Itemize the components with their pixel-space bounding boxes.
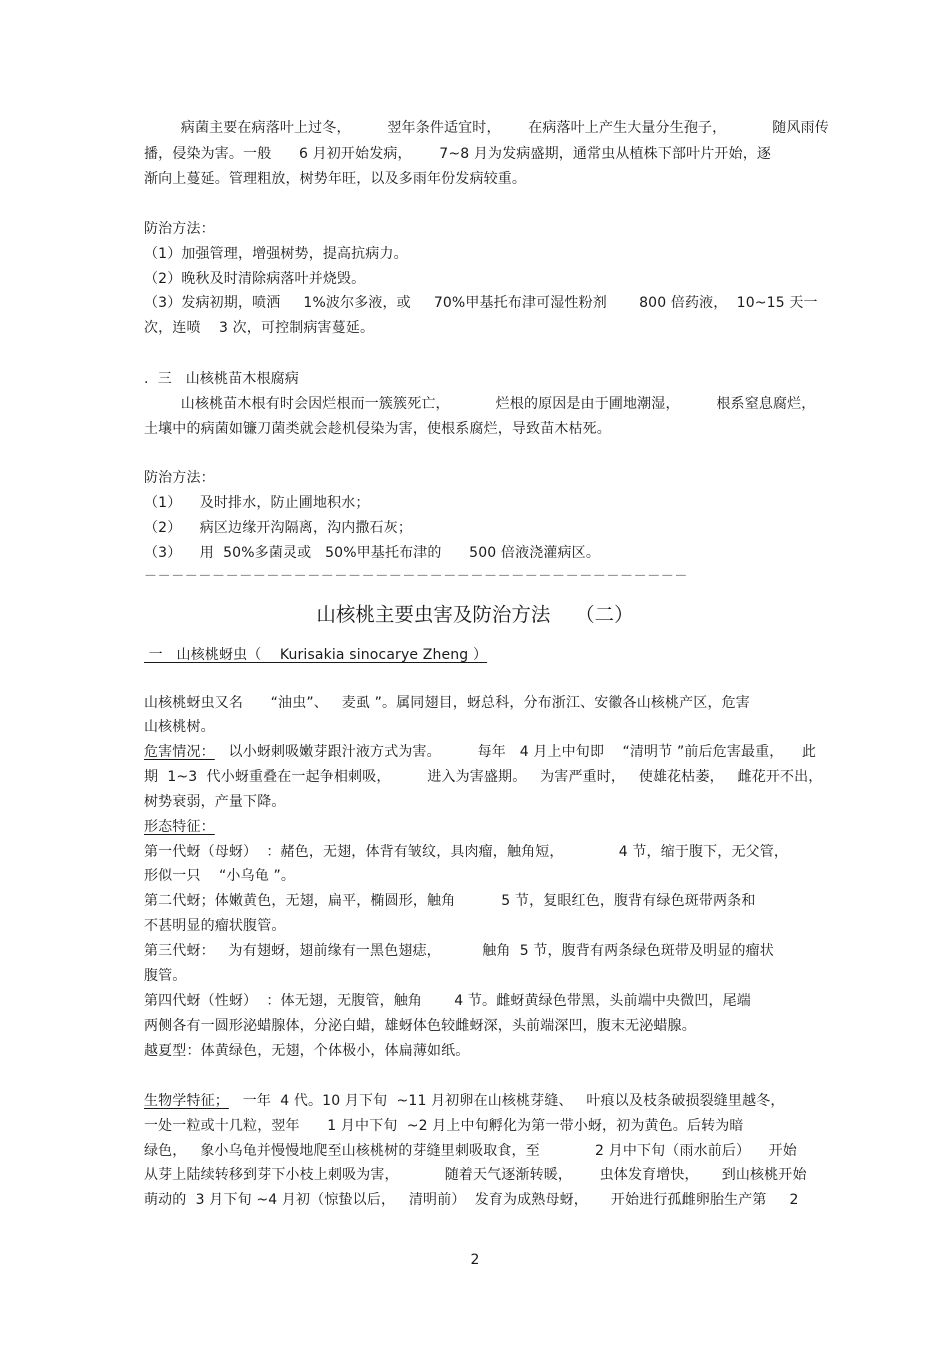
text-line: 第二代蚜；体嫩黄色，无翅，扁平，椭圆形，触角 5 节，复眼红色，腹背有绿色斑带两条和 [144, 893, 756, 909]
section-heading: 防治方法： [144, 470, 215, 486]
text-line: 两侧各有一圆形泌蜡腺体，分泌白蜡，雄蚜体色较雌蚜深，头前端深凹，腹末无泌蜡腺。 [144, 1018, 696, 1034]
label-biology: 生物学特征； [144, 1093, 229, 1109]
text-line: 第三代蚜： 为有翅蚜，翅前缘有一黑色翅痣， 触角 5 节，腹背有两条绿色斑带及明显的瘤状 [144, 943, 774, 959]
page-number: 2 [470, 1252, 480, 1268]
subsection-heading: 一 山核桃蚜虫（ Kurisakia sinocarye Zheng ） [144, 647, 488, 663]
text-line: 次，连喷 3 次，可控制病害蔓延。 [144, 320, 375, 336]
text-line: 形似一只 “小乌龟 ”。 [144, 868, 296, 884]
text-line: 期 1~3 代小蚜重叠在一起争相刺吸， 进入为害盛期。 为害严重时， 使雄花枯萎， 雌花开不出， [144, 769, 823, 785]
text-line: 第一代蚜（母蚜） ：赭色，无翅，体背有皱纹，具肉瘤，触角短， 4 节，缩于腹下，无父管， [144, 844, 789, 860]
text-line: 土壤中的病菌如镰刀菌类就会趁机侵染为害，使根系腐烂，导致苗木枯死。 [144, 421, 611, 437]
text-line: （1）加强管理，增强树势，提高抗病力。 [144, 246, 408, 262]
text-line: 不甚明显的瘤状腹管。 [144, 918, 286, 934]
section-heading: 防治方法： [144, 221, 215, 237]
page-title: 山核桃主要虫害及防治方法 （二） [316, 603, 634, 626]
label-harm: 危害情况： [144, 744, 215, 760]
text-line: 播，侵染为害。一般 6 月初开始发病， 7~8 月为发病盛期，通常虫从植株下部叶片开始，逐 [144, 146, 772, 162]
text-line: 绿色， 象小乌龟并慢慢地爬至山核桃树的芽缝里刺吸取食，至 2 月中下旬（雨水前后） 开始 [144, 1143, 797, 1159]
text-line: 树势衰弱，产量下降。 [144, 794, 286, 810]
text-line: 从芽上陆续转移到芽下小枝上刺吸为害， 随着天气逐渐转暖， 虫体发育增快， 到山核桃开始 [144, 1167, 807, 1183]
text-line: （2）晚秋及时清除病落叶并烧毁。 [144, 271, 366, 287]
dash-separator: －－－－－－－－－－－－－－－－－－－－－－－－－－－－－－－－－－－－－－－－ [144, 569, 689, 584]
section-heading: . 三 山核桃苗木根腐病 [144, 371, 299, 387]
text-line: 第四代蚜（性蚜） ：体无翅，无腹管，触角 4 节。雌蚜黄绿色带黑，头前端中央微凹，尾端 [144, 993, 751, 1009]
text-line: 生物学特征； 一年 4 代。10 月下旬 ~11 月初卵在山核桃芽缝、 叶痕以及枝条破损裂缝里越冬， [144, 1093, 785, 1109]
text-line: 山核桃苗木根有时会因烂根而一簇簇死亡， 烂根的原因是由于圃地潮湿， 根系窒息腐烂， [144, 396, 816, 412]
text-line: （3）发病初期，喷洒 1%波尔多液，或 70%甲基托布津可湿性粉剂 800 倍药液， 10~15 天一 [144, 295, 818, 311]
label-morphology: 形态特征： [144, 819, 215, 835]
text-line: 一处一粒或十几粒，翌年 1 月中下旬 ~2 月上中旬孵化为第一带小蚜，初为黄色。后转为暗 [144, 1118, 744, 1134]
text-line: （2） 病区边缘开沟隔离，沟内撒石灰； [144, 520, 413, 536]
text-line: 山核桃树。 [144, 719, 215, 735]
text-line: （3） 用 50%多菌灵或 50%甲基托布津的 500 倍液浇灌病区。 [144, 545, 600, 561]
text-line: 越夏型：体黄绿色，无翅，个体极小，体扁薄如纸。 [144, 1043, 470, 1059]
text-line: 腹管。 [144, 968, 187, 984]
text-line: （1） 及时排水，防止圃地积水； [144, 495, 370, 511]
text-line: 萌动的 3 月下旬 ~4 月初（惊蛰以后， 清明前） 发育为成熟母蚜， 开始进行孤雌卵胎生产第 2 [144, 1192, 799, 1208]
text-line: 病菌主要在病落叶上过冬， 翌年条件适宜时， 在病落叶上产生大量分生孢子， 随风雨传 [144, 120, 829, 136]
text-line: 危害情况： 以小蚜刺吸嫩芽跟汁液方式为害。 每年 4 月上中旬即 “清明节 ”前后危害最重， 此 [144, 744, 816, 760]
text-line: 山核桃蚜虫又名 “油虫”、 麦虱 ”。属同翅目，蚜总科，分布浙江、安徽各山核桃产区，危害 [144, 695, 750, 711]
text-line: 渐向上蔓延。管理粗放，树势年旺，以及多雨年份发病较重。 [144, 171, 527, 187]
